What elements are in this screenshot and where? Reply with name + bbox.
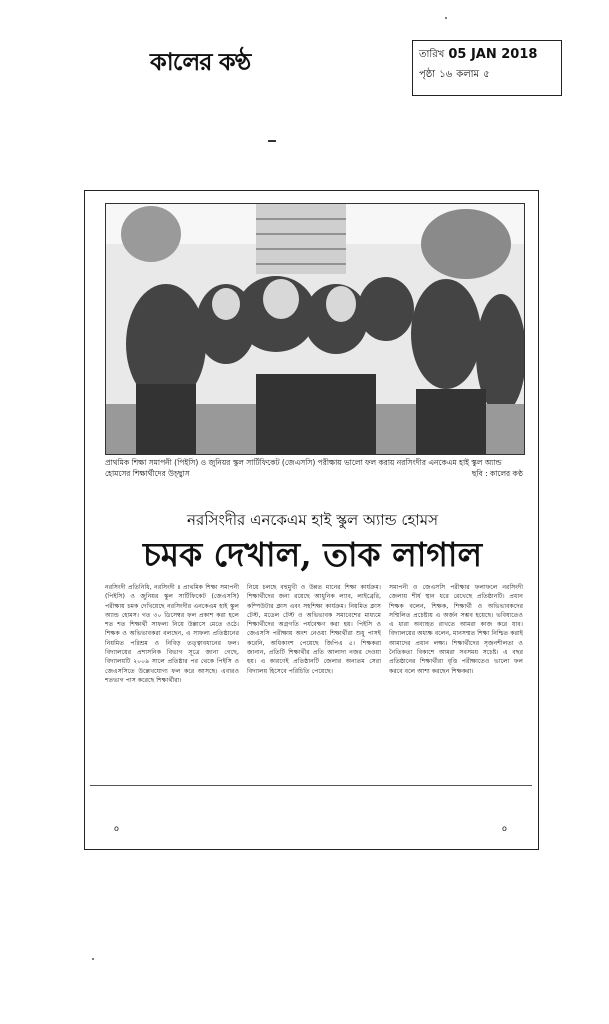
stamp-date-row (419, 45, 555, 65)
scan-speck (445, 17, 447, 19)
article-column-2: নিয়ে চলছে বহুমুখী ও উন্নত মানের শিক্ষা কার্যক্রম। শিক্ষার্থীদের জন্য রয়েছে আধুনিক ল্যাব, লাইব্রেরি, কম্পিউটার ক্লাস এবং সহশিক্ষা কার্যক্রম। নিয়মিত ক্লাস টেস্ট, মডেল টেস্ট ও অভিভাবক সমাবেশের মাধ্যমে শিক্ষার্থীদের অগ্রগতি পর্যবেক্ষণ করা হয়। পিইসি ও জেএসসি পরীক্ষায় অংশ নেওয়া শিক্ষার্থীরা শুধু পাসই করেনি, অধিকাংশ পেয়েছে জিপিএ ৫। শিক্ষকরা জানান, প্রতিটি শিক্ষার্থীর প্রতি আলাদা নজর দেওয়া হয়। এ কারণেই প্রতিষ্ঠানটি জেলার অন্যতম সেরা বিদ্যালয় হিসেবে পরিচিতি পেয়েছে। (247, 584, 381, 675)
article-body (105, 583, 523, 815)
newspaper-clipping (84, 190, 539, 850)
stamp-column-value: ৫ (483, 69, 490, 80)
article-headline: চমক দেখাল, তাক লাগাল (142, 535, 483, 574)
caption-text: প্রাথমিক শিক্ষা সমাপনী (পিইসি) ও জুনিয়র স্কুল সার্টিফিকেট (জেএসসি) পরীক্ষায় ভালো ফল করায় নরসিংদীর এনকেএম হাই স্কুল অ্যান্ড হোমসের শিক্ষার্থীদের উচ্ছ্বাস (105, 458, 502, 478)
photo-graphic (106, 204, 524, 454)
article-column-3: সমাপনী ও জেএসসি পরীক্ষার ফলাফলে নরসিংদী জেলায় শীর্ষ স্থান ধরে রেখেছে প্রতিষ্ঠানটি। প্রধান শিক্ষক বলেন, শিক্ষক, শিক্ষার্থী ও অভিভাবকদের সম্মিলিত প্রচেষ্টায় এ অর্জন সম্ভব হয়েছে। ভবিষ্যতেও এ ধারা অব্যাহত রাখতে আমরা কাজ করে যাব। বিদ্যালয়ের অধ্যক্ষ বলেন, মানসম্মত শিক্ষা নিশ্চিত করাই আমাদের প্রধান লক্ষ্য। শিক্ষার্থীদের সৃজনশীলতা ও নৈতিকতা বিকাশে আমরা সবসময় সচেষ্ট। এ বছর প্রতিষ্ঠানের শিক্ষার্থীরা বৃত্তি পরীক্ষাতেও ভালো ফল করবে বলে আশা করছেন শিক্ষকরা। (389, 584, 523, 675)
stamp-date-value: 05 JAN 2018 (448, 47, 538, 62)
stamp-column-label: কলাম (456, 69, 480, 80)
footer-dot-right: o (502, 824, 507, 833)
footer-dot-left: o (114, 824, 119, 833)
stamp-page-label: পৃষ্ঠা (419, 69, 436, 80)
clipping-footer-strip (90, 785, 532, 848)
article-column-1: নরসিংদী প্রতিনিধি, নরসিংদী ॥ প্রাথমিক শিক্ষা সমাপনী (পিইসি) ও জুনিয়র স্কুল সার্টিফিকেট (জেএসসি) পরীক্ষায় চমক দেখিয়েছে নরসিংদীর এনকেএম হাই স্কুল অ্যান্ড হোমস। গত ৩০ ডিসেম্বর ফল প্রকাশ করা হলে শত শত শিক্ষার্থী সাফল্য নিয়ে উল্লাসে মেতে ওঠে। শিক্ষক ও অভিভাবকরা বলছেন, এ সাফল্য প্রতিষ্ঠানের নিয়মিত পরিশ্রম ও নিবিড় তত্ত্বাবধানের ফল। বিদ্যালয়ের প্রশাসনিক বিভাগ সূত্রে জানা গেছে, বিদ্যালয়টি ২০০৯ সালে প্রতিষ্ঠার পর থেকে পিইসি ও জেএসসিতে উল্লেখযোগ্য ফল করে আসছে। এবারও শতভাগ পাস করেছে শিক্ষার্থীরা। (105, 584, 239, 684)
scan-speck (92, 958, 94, 960)
archive-stamp (412, 40, 562, 96)
stamp-date-label: তারিখ (419, 49, 445, 60)
article-kicker: নরসিংদীর এনকেএম হাই স্কুল অ্যান্ড হোমস (187, 511, 438, 529)
stamp-page-value: ১৬ (439, 69, 453, 80)
newspaper-masthead: কালের কণ্ঠ (150, 47, 251, 76)
article-photo (105, 203, 525, 455)
photo-caption (105, 457, 523, 479)
photo-credit: ছবি : কালের কণ্ঠ (471, 469, 523, 478)
ink-dash (268, 140, 276, 142)
stamp-page-row (419, 65, 555, 85)
